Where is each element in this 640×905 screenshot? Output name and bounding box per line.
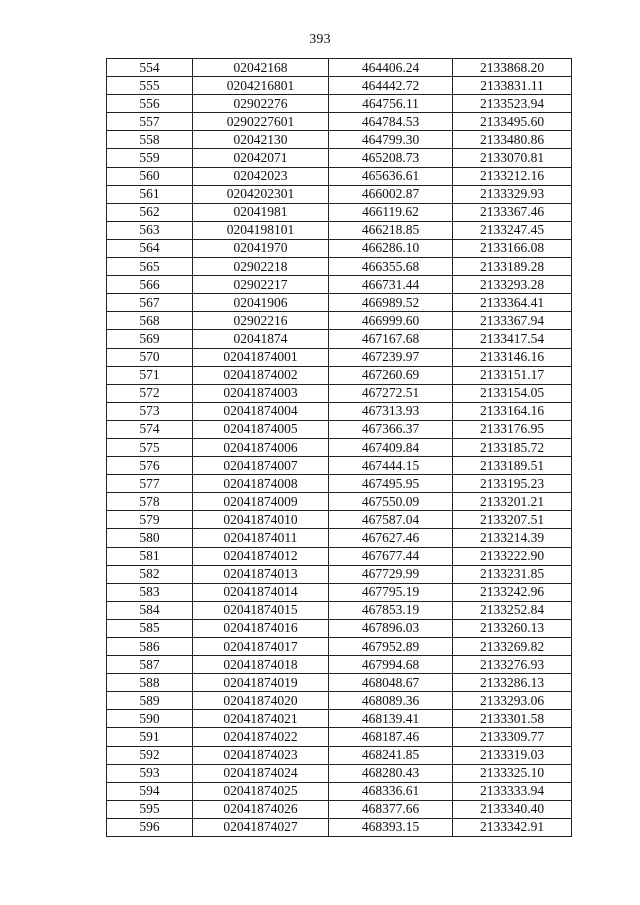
point-id-cell: 02902276 bbox=[193, 95, 329, 113]
point-id-cell: 0204202301 bbox=[193, 185, 329, 203]
y-coordinate-cell: 2133417.54 bbox=[453, 330, 572, 348]
x-coordinate-cell: 464784.53 bbox=[329, 113, 453, 131]
row-index-cell: 562 bbox=[107, 203, 193, 221]
coordinates-table bbox=[106, 58, 572, 837]
x-coordinate-cell: 468336.61 bbox=[329, 782, 453, 800]
row-index-cell: 596 bbox=[107, 818, 193, 836]
x-coordinate-cell: 466999.60 bbox=[329, 312, 453, 330]
row-index-cell: 571 bbox=[107, 366, 193, 384]
y-coordinate-cell: 2133212.16 bbox=[453, 167, 572, 185]
table-row bbox=[107, 384, 572, 402]
x-coordinate-cell: 467677.44 bbox=[329, 547, 453, 565]
y-coordinate-cell: 2133146.16 bbox=[453, 348, 572, 366]
row-index-cell: 569 bbox=[107, 330, 193, 348]
y-coordinate-cell: 2133247.45 bbox=[453, 221, 572, 239]
y-coordinate-cell: 2133269.82 bbox=[453, 638, 572, 656]
table-row bbox=[107, 656, 572, 674]
x-coordinate-cell: 466286.10 bbox=[329, 239, 453, 257]
point-id-cell: 02041874007 bbox=[193, 457, 329, 475]
y-coordinate-cell: 2133293.28 bbox=[453, 276, 572, 294]
table-row bbox=[107, 330, 572, 348]
x-coordinate-cell: 466731.44 bbox=[329, 276, 453, 294]
y-coordinate-cell: 2133242.96 bbox=[453, 583, 572, 601]
table-row bbox=[107, 203, 572, 221]
x-coordinate-cell: 468241.85 bbox=[329, 746, 453, 764]
point-id-cell: 02041874001 bbox=[193, 348, 329, 366]
x-coordinate-cell: 464799.30 bbox=[329, 131, 453, 149]
table-row bbox=[107, 800, 572, 818]
table-row bbox=[107, 746, 572, 764]
y-coordinate-cell: 2133201.21 bbox=[453, 493, 572, 511]
row-index-cell: 595 bbox=[107, 800, 193, 818]
row-index-cell: 582 bbox=[107, 565, 193, 583]
table-row bbox=[107, 547, 572, 565]
table-row bbox=[107, 728, 572, 746]
table-row bbox=[107, 818, 572, 836]
x-coordinate-cell: 468089.36 bbox=[329, 692, 453, 710]
point-id-cell: 02041874012 bbox=[193, 547, 329, 565]
x-coordinate-cell: 467167.68 bbox=[329, 330, 453, 348]
point-id-cell: 02041874022 bbox=[193, 728, 329, 746]
point-id-cell: 02041874006 bbox=[193, 438, 329, 456]
table-row bbox=[107, 167, 572, 185]
point-id-cell: 0290227601 bbox=[193, 113, 329, 131]
y-coordinate-cell: 2133495.60 bbox=[453, 113, 572, 131]
table-row bbox=[107, 438, 572, 456]
y-coordinate-cell: 2133309.77 bbox=[453, 728, 572, 746]
table-row bbox=[107, 185, 572, 203]
point-id-cell: 02041874014 bbox=[193, 583, 329, 601]
x-coordinate-cell: 468048.67 bbox=[329, 674, 453, 692]
table-row bbox=[107, 601, 572, 619]
x-coordinate-cell: 464406.24 bbox=[329, 59, 453, 77]
row-index-cell: 589 bbox=[107, 692, 193, 710]
point-id-cell: 02042168 bbox=[193, 59, 329, 77]
y-coordinate-cell: 2133333.94 bbox=[453, 782, 572, 800]
row-index-cell: 576 bbox=[107, 457, 193, 475]
row-index-cell: 577 bbox=[107, 475, 193, 493]
x-coordinate-cell: 467795.19 bbox=[329, 583, 453, 601]
point-id-cell: 02041874026 bbox=[193, 800, 329, 818]
row-index-cell: 567 bbox=[107, 294, 193, 312]
table-row bbox=[107, 692, 572, 710]
table-row bbox=[107, 77, 572, 95]
point-id-cell: 0204198101 bbox=[193, 221, 329, 239]
point-id-cell: 02041874018 bbox=[193, 656, 329, 674]
coordinates-table-body bbox=[107, 59, 572, 837]
row-index-cell: 565 bbox=[107, 258, 193, 276]
table-row bbox=[107, 221, 572, 239]
table-row bbox=[107, 131, 572, 149]
y-coordinate-cell: 2133176.95 bbox=[453, 420, 572, 438]
y-coordinate-cell: 2133260.13 bbox=[453, 619, 572, 637]
x-coordinate-cell: 464756.11 bbox=[329, 95, 453, 113]
x-coordinate-cell: 466355.68 bbox=[329, 258, 453, 276]
x-coordinate-cell: 467994.68 bbox=[329, 656, 453, 674]
row-index-cell: 590 bbox=[107, 710, 193, 728]
x-coordinate-cell: 468377.66 bbox=[329, 800, 453, 818]
y-coordinate-cell: 2133214.39 bbox=[453, 529, 572, 547]
x-coordinate-cell: 467952.89 bbox=[329, 638, 453, 656]
row-index-cell: 554 bbox=[107, 59, 193, 77]
table-row bbox=[107, 348, 572, 366]
point-id-cell: 02041874002 bbox=[193, 366, 329, 384]
point-id-cell: 02041874009 bbox=[193, 493, 329, 511]
row-index-cell: 568 bbox=[107, 312, 193, 330]
y-coordinate-cell: 2133276.93 bbox=[453, 656, 572, 674]
row-index-cell: 560 bbox=[107, 167, 193, 185]
x-coordinate-cell: 468280.43 bbox=[329, 764, 453, 782]
table-row bbox=[107, 457, 572, 475]
table-row bbox=[107, 583, 572, 601]
row-index-cell: 555 bbox=[107, 77, 193, 95]
row-index-cell: 587 bbox=[107, 656, 193, 674]
y-coordinate-cell: 2133325.10 bbox=[453, 764, 572, 782]
y-coordinate-cell: 2133222.90 bbox=[453, 547, 572, 565]
point-id-cell: 02041874019 bbox=[193, 674, 329, 692]
x-coordinate-cell: 467495.95 bbox=[329, 475, 453, 493]
x-coordinate-cell: 467313.93 bbox=[329, 402, 453, 420]
y-coordinate-cell: 2133293.06 bbox=[453, 692, 572, 710]
table-row bbox=[107, 149, 572, 167]
point-id-cell: 02902218 bbox=[193, 258, 329, 276]
table-row bbox=[107, 258, 572, 276]
y-coordinate-cell: 2133070.81 bbox=[453, 149, 572, 167]
x-coordinate-cell: 467409.84 bbox=[329, 438, 453, 456]
y-coordinate-cell: 2133166.08 bbox=[453, 239, 572, 257]
x-coordinate-cell: 466119.62 bbox=[329, 203, 453, 221]
row-index-cell: 563 bbox=[107, 221, 193, 239]
row-index-cell: 557 bbox=[107, 113, 193, 131]
table-row bbox=[107, 294, 572, 312]
page-number: 393 bbox=[309, 32, 331, 47]
x-coordinate-cell: 467587.04 bbox=[329, 511, 453, 529]
y-coordinate-cell: 2133367.94 bbox=[453, 312, 572, 330]
table-row bbox=[107, 764, 572, 782]
row-index-cell: 591 bbox=[107, 728, 193, 746]
table-row bbox=[107, 710, 572, 728]
y-coordinate-cell: 2133185.72 bbox=[453, 438, 572, 456]
point-id-cell: 02042071 bbox=[193, 149, 329, 167]
table-row bbox=[107, 276, 572, 294]
point-id-cell: 02902217 bbox=[193, 276, 329, 294]
table-row bbox=[107, 529, 572, 547]
row-index-cell: 572 bbox=[107, 384, 193, 402]
row-index-cell: 583 bbox=[107, 583, 193, 601]
row-index-cell: 581 bbox=[107, 547, 193, 565]
y-coordinate-cell: 2133231.85 bbox=[453, 565, 572, 583]
row-index-cell: 592 bbox=[107, 746, 193, 764]
point-id-cell: 02041874023 bbox=[193, 746, 329, 764]
row-index-cell: 584 bbox=[107, 601, 193, 619]
point-id-cell: 02041970 bbox=[193, 239, 329, 257]
y-coordinate-cell: 2133340.40 bbox=[453, 800, 572, 818]
table-row bbox=[107, 420, 572, 438]
point-id-cell: 02041874003 bbox=[193, 384, 329, 402]
point-id-cell: 02041874020 bbox=[193, 692, 329, 710]
row-index-cell: 561 bbox=[107, 185, 193, 203]
table-row bbox=[107, 619, 572, 637]
x-coordinate-cell: 468139.41 bbox=[329, 710, 453, 728]
y-coordinate-cell: 2133364.41 bbox=[453, 294, 572, 312]
table-row bbox=[107, 95, 572, 113]
x-coordinate-cell: 467272.51 bbox=[329, 384, 453, 402]
x-coordinate-cell: 467729.99 bbox=[329, 565, 453, 583]
point-id-cell: 02042130 bbox=[193, 131, 329, 149]
x-coordinate-cell: 467896.03 bbox=[329, 619, 453, 637]
y-coordinate-cell: 2133189.51 bbox=[453, 457, 572, 475]
y-coordinate-cell: 2133151.17 bbox=[453, 366, 572, 384]
x-coordinate-cell: 467260.69 bbox=[329, 366, 453, 384]
y-coordinate-cell: 2133189.28 bbox=[453, 258, 572, 276]
y-coordinate-cell: 2133154.05 bbox=[453, 384, 572, 402]
row-index-cell: 558 bbox=[107, 131, 193, 149]
row-index-cell: 588 bbox=[107, 674, 193, 692]
table-row bbox=[107, 638, 572, 656]
x-coordinate-cell: 465636.61 bbox=[329, 167, 453, 185]
table-row bbox=[107, 402, 572, 420]
table-row bbox=[107, 113, 572, 131]
row-index-cell: 559 bbox=[107, 149, 193, 167]
point-id-cell: 02041874024 bbox=[193, 764, 329, 782]
point-id-cell: 02902216 bbox=[193, 312, 329, 330]
x-coordinate-cell: 468187.46 bbox=[329, 728, 453, 746]
y-coordinate-cell: 2133195.23 bbox=[453, 475, 572, 493]
x-coordinate-cell: 464442.72 bbox=[329, 77, 453, 95]
x-coordinate-cell: 467239.97 bbox=[329, 348, 453, 366]
table-row bbox=[107, 475, 572, 493]
table-row bbox=[107, 565, 572, 583]
row-index-cell: 579 bbox=[107, 511, 193, 529]
x-coordinate-cell: 467853.19 bbox=[329, 601, 453, 619]
y-coordinate-cell: 2133286.13 bbox=[453, 674, 572, 692]
point-id-cell: 02041874016 bbox=[193, 619, 329, 637]
x-coordinate-cell: 467366.37 bbox=[329, 420, 453, 438]
point-id-cell: 02041874 bbox=[193, 330, 329, 348]
table-row bbox=[107, 366, 572, 384]
y-coordinate-cell: 2133342.91 bbox=[453, 818, 572, 836]
point-id-cell: 02041874025 bbox=[193, 782, 329, 800]
y-coordinate-cell: 2133252.84 bbox=[453, 601, 572, 619]
x-coordinate-cell: 467550.09 bbox=[329, 493, 453, 511]
y-coordinate-cell: 2133164.16 bbox=[453, 402, 572, 420]
table-row bbox=[107, 782, 572, 800]
point-id-cell: 02041874005 bbox=[193, 420, 329, 438]
point-id-cell: 0204216801 bbox=[193, 77, 329, 95]
y-coordinate-cell: 2133868.20 bbox=[453, 59, 572, 77]
table-row bbox=[107, 511, 572, 529]
x-coordinate-cell: 466002.87 bbox=[329, 185, 453, 203]
y-coordinate-cell: 2133329.93 bbox=[453, 185, 572, 203]
table-row bbox=[107, 493, 572, 511]
x-coordinate-cell: 467627.46 bbox=[329, 529, 453, 547]
point-id-cell: 02041874010 bbox=[193, 511, 329, 529]
point-id-cell: 02041874008 bbox=[193, 475, 329, 493]
table-row bbox=[107, 674, 572, 692]
table-row bbox=[107, 239, 572, 257]
row-index-cell: 556 bbox=[107, 95, 193, 113]
y-coordinate-cell: 2133207.51 bbox=[453, 511, 572, 529]
y-coordinate-cell: 2133301.58 bbox=[453, 710, 572, 728]
row-index-cell: 564 bbox=[107, 239, 193, 257]
point-id-cell: 02041981 bbox=[193, 203, 329, 221]
y-coordinate-cell: 2133480.86 bbox=[453, 131, 572, 149]
row-index-cell: 570 bbox=[107, 348, 193, 366]
row-index-cell: 586 bbox=[107, 638, 193, 656]
point-id-cell: 02041874017 bbox=[193, 638, 329, 656]
row-index-cell: 575 bbox=[107, 438, 193, 456]
y-coordinate-cell: 2133523.94 bbox=[453, 95, 572, 113]
row-index-cell: 593 bbox=[107, 764, 193, 782]
row-index-cell: 585 bbox=[107, 619, 193, 637]
x-coordinate-cell: 465208.73 bbox=[329, 149, 453, 167]
row-index-cell: 580 bbox=[107, 529, 193, 547]
point-id-cell: 02041906 bbox=[193, 294, 329, 312]
point-id-cell: 02041874004 bbox=[193, 402, 329, 420]
point-id-cell: 02042023 bbox=[193, 167, 329, 185]
table-row bbox=[107, 312, 572, 330]
row-index-cell: 578 bbox=[107, 493, 193, 511]
x-coordinate-cell: 466218.85 bbox=[329, 221, 453, 239]
row-index-cell: 594 bbox=[107, 782, 193, 800]
point-id-cell: 02041874011 bbox=[193, 529, 329, 547]
row-index-cell: 573 bbox=[107, 402, 193, 420]
y-coordinate-cell: 2133831.11 bbox=[453, 77, 572, 95]
row-index-cell: 574 bbox=[107, 420, 193, 438]
point-id-cell: 02041874021 bbox=[193, 710, 329, 728]
x-coordinate-cell: 468393.15 bbox=[329, 818, 453, 836]
row-index-cell: 566 bbox=[107, 276, 193, 294]
y-coordinate-cell: 2133367.46 bbox=[453, 203, 572, 221]
y-coordinate-cell: 2133319.03 bbox=[453, 746, 572, 764]
table-row bbox=[107, 59, 572, 77]
point-id-cell: 02041874027 bbox=[193, 818, 329, 836]
point-id-cell: 02041874015 bbox=[193, 601, 329, 619]
point-id-cell: 02041874013 bbox=[193, 565, 329, 583]
x-coordinate-cell: 466989.52 bbox=[329, 294, 453, 312]
x-coordinate-cell: 467444.15 bbox=[329, 457, 453, 475]
